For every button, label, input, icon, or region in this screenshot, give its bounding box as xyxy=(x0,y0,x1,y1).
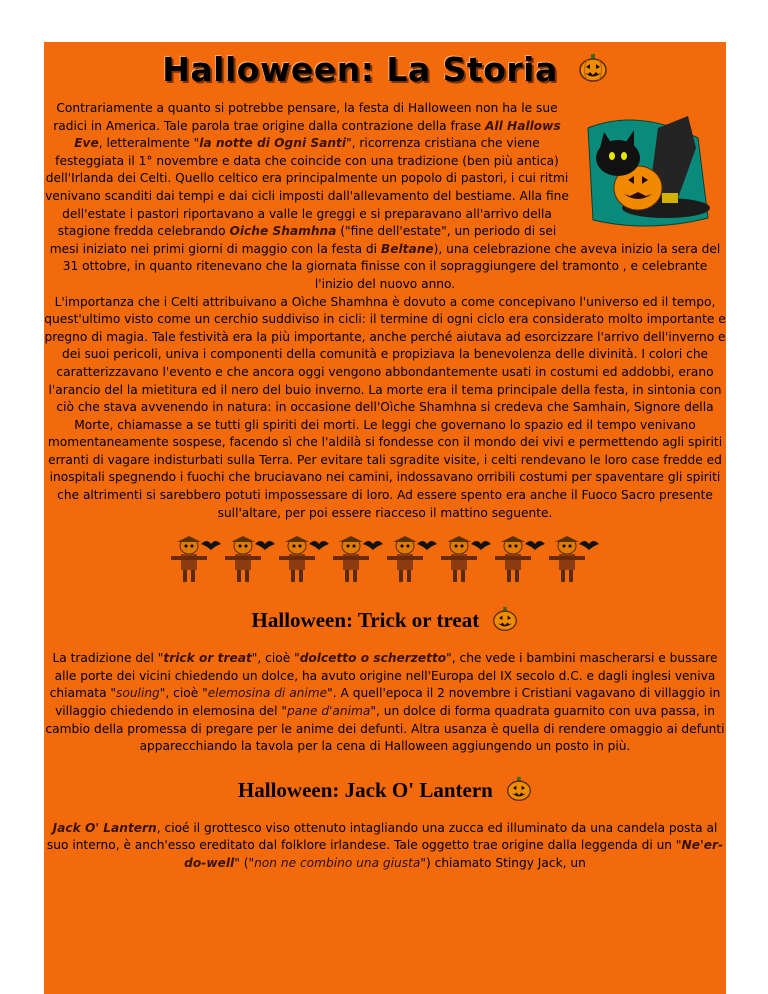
story-paragraph-1: Contrariamente a quanto si potrebbe pensare, la festa di Halloween non ha le sue radici in America. Tale parola trae origine dalla contrazione della frase All Hallows Eve, letteralmente "la notte di Ogni Santi", ricorrenza cristiana che viene festeggiata il 1° novembre e data che coincide con una tradizione (ben più antica) dell'Irlanda dei Celti. Quello celtico era principalmente un popolo di pastori, i cui ritmi venivano scanditi dai tempi e dai cicli imposti dall'allevamento del bestiame. Alla fine dell'estate i pastori riportavano a valle le greggi e si preparavano all'arrivo della stagione fredda celebrando Oiche Shamhna ("fine dell'estate", un periodo di sei mesi iniziato nei primi giorni di maggio con la festa di Beltane), una celebrazione che aveva inizio la sera del 31 ottobre, in quanto ritenevano che la giornata finisse con il sopraggiungere del tramonto , e celebrante l'inizio del nuovo anno. xyxy=(45,101,721,291)
divider-row xyxy=(44,522,726,606)
witch-hat-cat-pumpkin-image xyxy=(578,108,716,238)
trick-or-treat-paragraph: La tradizione del "trick or treat", cioè "dolcetto o scherzetto", che vede i bambini mascherarsi e bussare alle porte dei vicini chiedendo un dolce, ha avuto origine nell'Europa del IX secolo d.C. e dagli inglesi veniva chiamata "souling", cioè "elemosina di anime". A quell'epoca il 2 novembre i Cristiani vagavano di villaggio in villaggio chiedendo in elemosina del "pane d'anima", un dolce di forma quadrata guarnito con uva passa, in cambio della promessa di pregare per le anime dei defunti. Altra usanza è quella di rendere omaggio ai defunti apparecchiando la tavola per la cena di Halloween aggiungendo un posto in più. xyxy=(45,651,725,754)
scarecrow-bat-icon xyxy=(441,536,491,589)
scarecrow-bat-icon xyxy=(171,536,221,589)
page-title xyxy=(44,42,726,100)
jack-o-lantern-icon xyxy=(492,606,518,638)
story-paragraph-2: L'importanza che i Celti attribuivano a Oìche Shamhna è dovuto a come concepivano l'universo ed il tempo, quest'ultimo visto come un cerchio suddiviso in cicli: il termine di ogni ciclo era considerato molto importante e pregno di magia. Tale festività era la più importante, anche perché aiutava ad esorcizzare l'arrivo dell'inverno e dei suoi pericoli, univa i componenti della comunità e propiziava la benevolenza delle divinità. I colori che caratterizzavano l'evento e che ancora oggi vengono abbondantemente usati in costumi ed addobbi, erano l'arancio del la mietitura ed il nero del buio inverno. La morte era il tema principale della festa, in sintonia con ciò che stava avvenendo in natura: in occasione dell'Oìche Shamhna si credeva che Samhain, Signore della Morte, chiamasse a se tutti gli spiriti dei morti. Le leggi che governano lo spazio ed il tempo venivano momentaneamente sospese, facendo sì che l'aldilà si fondesse con il mondo dei vivi e permettendo agli spiriti erranti di vagare indisturbati sulla Terra. Per evitare tali sgradite visite, i celti rendevano le loro case fredde ed inospitali spegnendo i fuochi che bruciavano nei camini, indossavano orribili costumi per spaventare gli spiriti che altrimenti si sarebbero potuti impossessare di loro. Ad essere spento era anche il Fuoco Sacro presente sull'altare, per poi essere riacceso il mattino seguente. xyxy=(44,294,726,520)
jack-o-lantern-heading-text: Halloween: Jack O' Lantern xyxy=(237,777,493,802)
scarecrow-bat-icon xyxy=(279,536,329,589)
trick-or-treat-heading-text: Halloween: Trick or treat xyxy=(251,608,480,633)
jack-o-lantern-paragraph: Jack O' Lantern, cioé il grottesco viso ottenuto intagliando una zucca ed illuminato da una candela posta al suo interno, è anch'esso ereditato dal folklore irlandese. Tale oggetto trae origine dalla leggenda di un "Ne'er-do-well" ("non ne combino una giusta") chiamato Stingy Jack, un xyxy=(46,820,724,870)
scarecrow-bat-icon xyxy=(387,536,437,589)
jack-o-lantern-icon xyxy=(578,52,608,91)
scarecrow-bat-icon xyxy=(225,536,275,589)
page-title-text: Halloween: La Storia xyxy=(162,50,558,89)
jack-o-lantern-heading xyxy=(44,776,726,808)
page-panel xyxy=(44,42,726,994)
scarecrow-bat-icon xyxy=(495,536,545,589)
jack-o-lantern-icon xyxy=(506,776,532,808)
scarecrow-bat-icon xyxy=(549,536,599,589)
trick-or-treat-heading xyxy=(44,606,726,638)
scarecrow-bat-icon xyxy=(333,536,383,589)
